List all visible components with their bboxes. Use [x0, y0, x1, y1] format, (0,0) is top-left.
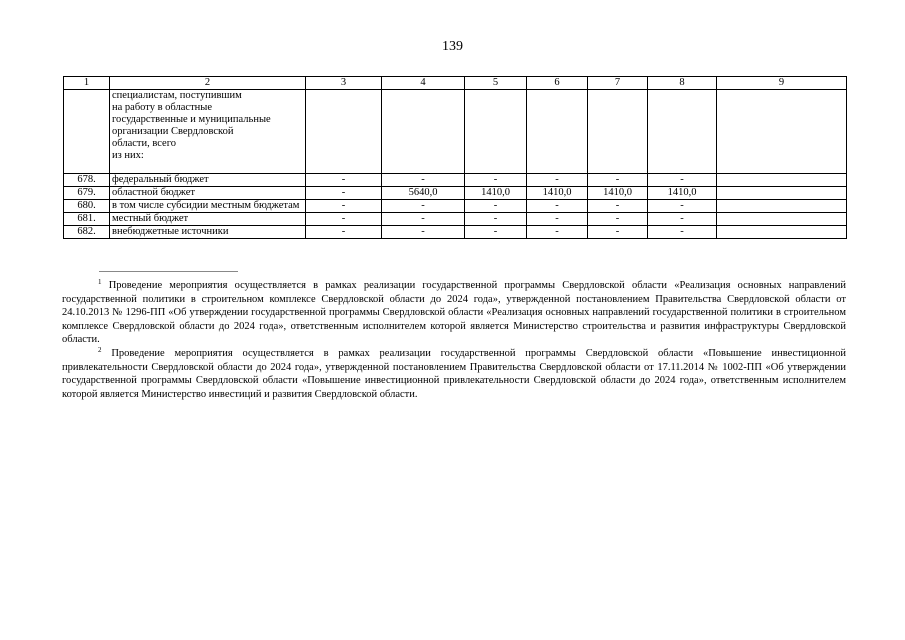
row-label-line: государственные и муниципальные [112, 114, 271, 125]
row-label-line: из них: [112, 150, 144, 161]
column-header: 1 [64, 77, 110, 90]
value-cell: - [306, 226, 382, 239]
note-cell [717, 90, 847, 174]
row-label: в том числе субсидии местным бюджетам [110, 200, 306, 213]
column-header: 5 [465, 77, 527, 90]
value-cell: - [306, 174, 382, 187]
value-cell [527, 90, 588, 174]
value-cell: - [588, 200, 648, 213]
column-header: 6 [527, 77, 588, 90]
footnote [62, 347, 846, 401]
value-cell: 5640,0 [382, 187, 465, 200]
column-header: 7 [588, 77, 648, 90]
row-number: 681. [64, 213, 110, 226]
value-cell: - [382, 174, 465, 187]
footnote-text: Проведение мероприятия осуществляется в рамках реализации государственной программы Свердловской области «Реализация основных направлений государственной политики в строительном комплексе Свердловской области до 2024 года», утвержденной постановлением Правительства Свердловской области от 24.10.2013 № 1296-ПП «Об утверждении государственной программы Свердловской области «Реализация основных направлений государственной политики в строительном комплексе Свердловской области до 2024 года», ответственным исполнителем которой является Министерство строительства и развития инфраструктуры Свердловской области. [62, 280, 847, 346]
column-header: 3 [306, 77, 382, 90]
note-cell [717, 213, 847, 226]
row-label: федеральный бюджет [110, 174, 306, 187]
value-cell [588, 90, 648, 174]
value-cell: - [648, 226, 717, 239]
budget-table [63, 76, 847, 239]
page-number: 139 [442, 39, 463, 54]
value-cell: - [465, 174, 527, 187]
value-cell: - [648, 200, 717, 213]
row-label: областной бюджет [110, 187, 306, 200]
value-cell [465, 90, 527, 174]
value-cell: - [306, 187, 382, 200]
table-row [64, 90, 847, 174]
value-cell: - [465, 226, 527, 239]
column-header: 2 [110, 77, 306, 90]
table-row [64, 226, 847, 239]
row-label: внебюджетные источники [110, 226, 306, 239]
value-cell: - [382, 213, 465, 226]
column-header: 9 [717, 77, 847, 90]
value-cell: 1410,0 [527, 187, 588, 200]
column-header: 4 [382, 77, 465, 90]
note-cell [717, 187, 847, 200]
note-cell [717, 226, 847, 239]
value-cell [648, 90, 717, 174]
value-cell: - [527, 213, 588, 226]
footnotes [62, 279, 846, 401]
value-cell: - [306, 200, 382, 213]
value-cell [382, 90, 465, 174]
value-cell: - [527, 200, 588, 213]
value-cell: - [306, 213, 382, 226]
value-cell: 1410,0 [465, 187, 527, 200]
note-cell [717, 200, 847, 213]
footnote-divider [99, 271, 238, 272]
row-label-line: на работу в областные [112, 102, 212, 113]
footnote-text: Проведение мероприятия осуществляется в рамках реализации государственной программы Свердловской области «Повышение инвестиционной привлекательности Свердловской области до 2024 года», утвержденной постановлением Правительства Свердловской области от 17.11.2014 № 1002-ПП «Об утверждении государственной программы Свердловской области «Повышение инвестиционной привлекательности Свердловской области до 2024 года», ответственным исполнителем которой является Министерство инвестиций и развития Свердловской области. [62, 347, 847, 400]
row-label-line: организации Свердловской [112, 126, 234, 137]
table-row [64, 213, 847, 226]
value-cell: - [648, 174, 717, 187]
value-cell: - [382, 200, 465, 213]
value-cell: 1410,0 [648, 187, 717, 200]
value-cell [306, 90, 382, 174]
value-cell: - [588, 226, 648, 239]
table-header-row [64, 77, 847, 90]
row-label [110, 90, 306, 174]
footnote [62, 279, 846, 347]
row-label-line: специалистам, поступившим [112, 90, 242, 101]
row-number: 678. [64, 174, 110, 187]
note-cell [717, 174, 847, 187]
value-cell: - [648, 213, 717, 226]
value-cell: - [382, 226, 465, 239]
footnote-mark: 1 [98, 278, 102, 286]
row-label-line: области, всего [112, 138, 176, 149]
table-row [64, 187, 847, 200]
row-number: 679. [64, 187, 110, 200]
budget-rows [64, 174, 847, 239]
value-cell: - [527, 174, 588, 187]
row-number [64, 90, 110, 174]
value-cell: - [588, 213, 648, 226]
value-cell: - [588, 174, 648, 187]
row-label: местный бюджет [110, 213, 306, 226]
table-row [64, 174, 847, 187]
value-cell: - [465, 213, 527, 226]
row-number: 682. [64, 226, 110, 239]
value-cell: - [527, 226, 588, 239]
column-header: 8 [648, 77, 717, 90]
table-row [64, 200, 847, 213]
value-cell: - [465, 200, 527, 213]
row-number: 680. [64, 200, 110, 213]
footnote-mark: 2 [98, 345, 102, 354]
value-cell: 1410,0 [588, 187, 648, 200]
